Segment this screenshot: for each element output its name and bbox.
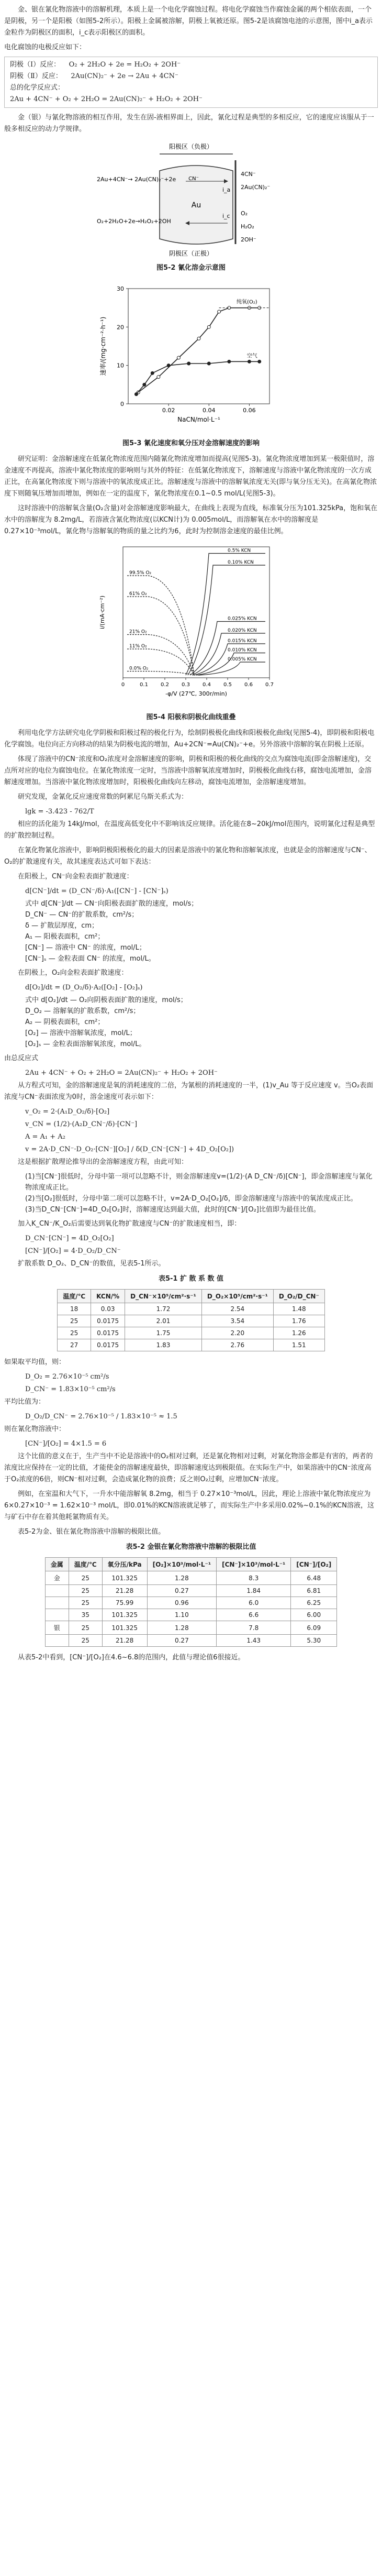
chart53-ylabel: 速率/(mg·cm⁻²·h⁻¹): [99, 316, 107, 376]
fig52-reaction-1: 2Au+4CN⁻→ 2Au(CN)₂⁻+2e: [97, 176, 176, 183]
chart54-xtick-label: 0.5: [223, 682, 232, 688]
chart54-anode-label-6: 0.005% KCN: [228, 657, 257, 662]
chart54-cathode-label-0: 99.5% O₂: [129, 570, 152, 576]
table-5-2-cell: 6.25: [291, 1597, 337, 1609]
eq1-explanations: [4, 898, 378, 964]
table-5-2-cell: 21.28: [102, 1585, 147, 1597]
chart54-cathode-label-4: 0.0% O₂: [129, 666, 149, 671]
table-5-1-cell: 1.75: [125, 1327, 202, 1339]
intro-paragraph-1: 金、银在氰化物溶液中的溶解机理，本质上是一个电化学腐蚀过程。将电化学腐蚀当作腐蚀金属的两个相依表面，一个是阴极，另一个是阳极（如图5-2所示）。阳极上金属被溶解，阴极上氧被还原。图5-2是该腐蚀电池的示意图，图中i_a表示金粒作为阴极区的面积，i_c表示阳极区的面积。: [4, 6, 373, 37]
table-5-2-cell: 1.28: [147, 1621, 216, 1635]
eq2-explanations: [4, 995, 378, 1050]
body6-paragraph-6: 表5-2为金、银在氰化物溶液中溶解的极限比值。: [18, 1528, 165, 1536]
fig52-cn-label: CN⁻: [188, 176, 199, 182]
chart54-cathode-curve-1: [127, 597, 194, 675]
figure-5-3-caption: 图5-3 氰化速度和氧分压对金溶解速度的影响: [122, 439, 260, 447]
table-5-1-row: [58, 1303, 325, 1315]
figure-5-4-chart: [97, 542, 285, 709]
reaction-line-4: 2Au + 4CN⁻ + O₂ + 2H₂O = 2Au(CN)₂⁻ + H₂O₂ + 2OH⁻: [10, 95, 203, 103]
table-5-1-row: [58, 1315, 325, 1327]
table-5-2-cell: 0.96: [147, 1597, 216, 1609]
body5-title: 由总反应式: [4, 1054, 39, 1062]
chart53-point: [177, 356, 180, 359]
chart53-ytick-label: 10: [117, 362, 124, 369]
table-5-2-row: [45, 1597, 337, 1609]
table-5-2-cell: 75.99: [102, 1597, 147, 1609]
chart53-xtick-label: 0.06: [243, 407, 256, 414]
table-5-1-caption: 表5-1 扩 散 系 数 值: [158, 1275, 224, 1283]
chart54-anode-label-0: 0.5% KCN: [228, 548, 251, 554]
eq1-explain-2: δ — 扩散层厚度，cm；: [25, 922, 99, 930]
table-5-1-header: D_CN⁻×10⁵/cm²·s⁻¹: [125, 1290, 202, 1303]
body3-paragraph-1: 利用电化学方法研究电化学阴极和阳极过程的极化行为，绘制阴极极化曲线和阳极极化曲线(见图5-4)，即阴极和阳极电化学腐蚀。电位向正方向移动的结果为阴极电流的增加，Au+2CN⁻=Au(CN)₂⁻+e。另外溶液中溶解的氧在阴极上还原。: [4, 729, 375, 748]
arrhenius-equation: lgk = -3.423 - 762/T: [25, 808, 94, 816]
equation-cn-diffusion: d[CN⁻]/dt = (D_CN⁻/δ)·A₁([CN⁻] - [CN⁻]ₛ): [25, 887, 168, 895]
electrode-reactions-box: [4, 57, 378, 108]
chart53-point: [258, 360, 261, 363]
equation-d-ratio: D_O₂/D_CN⁻ = 2.76×10⁻⁵ / 1.83×10⁻⁵ ≈ 1.5: [25, 1413, 177, 1421]
fig52-right-label-4: 2OH⁻: [241, 236, 256, 243]
chart54-anode-label-4: 0.015% KCN: [228, 639, 257, 644]
body6-paragraph-4: 这个比值的意义在于，生产当中不论是溶液中的O₂相对过剩，还是氰化物相对过剩，对氰化物溶金都是有害的，两者的浓度比应保持在一定的比值，才能使金的溶解速度最快，即溶解速度达到极限值。在实际生产中，如果溶液中的CN⁻浓度高于O₂浓度的6倍，则CN⁻相对过剩，会造成氰化物的浪费；反之则O₂过剩，应增加CN⁻浓度。: [4, 1452, 373, 1483]
chart53-point: [187, 362, 190, 365]
reaction-line-1: 阴极（Ⅰ）反应： O₂ + 2H₂O + 2e = H₂O₂ + 2OH⁻: [10, 61, 181, 69]
reaction-line-2: 阴极（Ⅱ）反应： 2Au(CN)₂⁻ + 2e → 2Au + 4CN⁻: [10, 72, 178, 80]
table-5-1-cell: 2.20: [201, 1327, 273, 1339]
chart53-series-label-1: 空气: [246, 353, 257, 359]
eq1-explain-1: D_CN⁻ — CN⁻的扩散系数，cm²/s；: [25, 911, 139, 919]
fig52-right-label-0: 4CN⁻: [241, 171, 256, 178]
table-5-2-cell: 银: [45, 1621, 69, 1635]
table-5-1-cell: 1.83: [125, 1339, 202, 1351]
table-5-1-cell: 1.72: [125, 1303, 202, 1315]
chart54-xtick-label: 0.4: [203, 682, 211, 688]
table-5-2-header: [O₂]×10³/mol·L⁻¹: [147, 1558, 216, 1571]
table-5-2-cell: [45, 1597, 69, 1609]
eq1-explain-0: 式中 d[CN⁻]/dt — CN⁻向阳极表面扩散的速度，mol/s；: [25, 900, 198, 908]
table-5-1-header: D_O₂/D_CN⁻: [273, 1290, 324, 1303]
equation-ratio: [CN⁻]/[O₂] = 4·D_O₂/D_CN⁻: [25, 1247, 121, 1255]
chart54-cathode-label-1: 61% O₂: [129, 591, 147, 597]
body4-paragraph-3: 在阴极上，O₂向金粒表面扩散速度：: [18, 969, 128, 977]
table-5-1-cell: 2.76: [201, 1339, 273, 1351]
eq2-explain-3: [O₂] — 溶液中溶解氧浓度，mol/L；: [25, 1029, 137, 1037]
table-5-2-cell: 35: [69, 1609, 102, 1621]
body5-paragraph-2: 这是根据扩散理论推导出的金溶解速度方程，由此可知：: [18, 1158, 188, 1166]
table-5-1-cell: 1.51: [273, 1339, 324, 1351]
total-reaction: 2Au + 4CN⁻ + O₂ + 2H₂O = 2Au(CN)₂⁻ + H₂O₂ + 2OH⁻: [25, 1069, 218, 1077]
chart53-xtick-label: 0.02: [162, 407, 175, 414]
chart53-series-line-0: [138, 308, 259, 392]
chart53-ytick-label: 20: [117, 324, 124, 331]
table-5-2-cell: 6.09: [291, 1621, 337, 1635]
eq2-explain-1: D_O₂ — 溶解氧的扩散系数，cm²/s；: [25, 1007, 140, 1015]
intro-paragraph-3: 金（银）与氰化物溶液的相互作用，发生在固-液相界面上，因此，氰化过程是典型的多相反应，它的速度应该服从于一般多相反应的动力学规律。: [4, 114, 374, 133]
table-5-2-header: 氧分压/kPa: [102, 1558, 147, 1571]
table-5-2-row: [45, 1609, 337, 1621]
table-5-1-cell: 27: [58, 1339, 91, 1351]
table-5-2-header: [CN⁻]/[O₂]: [291, 1558, 337, 1571]
reaction-line-3: 总的化学反应式：: [10, 84, 65, 92]
fig52-right-label-2: O₂: [241, 210, 248, 217]
table-5-1-header-row: [58, 1290, 325, 1303]
figure-5-2-schematic: [81, 139, 301, 260]
fig52-reaction-2: O₂+2H₂O+2e→H₂O₂+2OH: [97, 218, 171, 225]
chart53-ytick-label: 30: [117, 285, 124, 292]
table-5-2-cell: 6.81: [291, 1585, 337, 1597]
body4-paragraph-2: 在阳极上，CN⁻向金粒表面扩散速度：: [18, 873, 133, 880]
table-5-2-cell: [45, 1585, 69, 1597]
body7-paragraph-1: 从表5-2中看到，[CN⁻]/[O₂]在4.6~6.8的范围内，此值与理论值6很接近。: [18, 1654, 245, 1661]
equation-rate: v = 2A·D_CN⁻·D_O₂·[CN⁻][O₂] / δ(D_CN⁻[CN⁻] + 4D_O₂[O₂]): [25, 1146, 234, 1153]
chart53-point: [134, 393, 138, 396]
table-5-2-header: 金属: [45, 1558, 69, 1571]
table-5-1-row: [58, 1339, 325, 1351]
table-5-1-row: [58, 1327, 325, 1339]
chart53-point: [143, 383, 146, 386]
equation-balance: D_CN⁻[CN⁻] = 4D_O₂[O₂]: [25, 1235, 114, 1242]
table-5-2-cell: 25: [69, 1597, 102, 1609]
chart54-xtick-label: 0.3: [182, 682, 190, 688]
table-5-1-cell: 1.48: [273, 1303, 324, 1315]
eq1-explain-5: [CN⁻]ₛ — 金粒表面 CN⁻ 的浓度，mol/L。: [25, 955, 155, 963]
body2-paragraph-1: 研究证明：金溶解速度在低氰化物浓度范围内随氰化物浓度增加而提高(见图5-3)。氰化物浓度增加到某一极限值时，溶金速度不再提高，溶液中氰化物浓度的影响则与其外的特征：在低氰化物浓度下，溶解速度与溶液中氰化物浓度的一次方成正比，在高氰化物浓度下则与溶液中的氧浓度成正比。溶解速度与溶液中的溶解氧浓度无关(即与氧分压无关)。在高氰化物浓度下则随氧压增加而增加，例如在一定的温度下，氰化物浓度在0.1~0.5 mol/L(见图5-3)。: [4, 455, 377, 498]
fig52-au-label: Au: [191, 201, 201, 210]
equation-o2-diffusion: d[O₂]/dt = (D_O₂/δ)·A₂([O₂] - [O₂]ₛ): [25, 984, 143, 992]
table-5-2-cell: 1.10: [147, 1609, 216, 1621]
fig52-ia-label: i_a: [222, 186, 231, 193]
chart53-series-line-1: [136, 361, 259, 394]
chart54-anode-label-2: 0.025% KCN: [228, 616, 257, 622]
table-5-2-cell: 6.48: [291, 1571, 337, 1585]
body5-list-item-1: (2)当[O₂]很低时，分母中第二项可以忽略不计，v=2A·D_O₂[O₂]/δ，即金溶解速度与溶液中的氧浓度成正比。: [25, 1195, 357, 1203]
body3-paragraph-3: 研究发现，金氰化反应速度常数的阿累尼乌斯关系式为：: [18, 793, 188, 801]
figure-5-2-caption: 图5-2 氰化溶金示意图: [156, 264, 226, 272]
body5-list-item-0: (1)当[CN⁻]很低时，分母中第一项可以忽略不计，则金溶解速度v=(1/2)·(A D_CN⁻/δ)[CN⁻]，即金溶解速度与氰化物浓度成正比。: [25, 1173, 373, 1192]
table-5-2-cell: 1.84: [217, 1585, 291, 1597]
equation-d-cn: D_CN⁻ = 1.83×10⁻⁵ cm²/s: [25, 1385, 116, 1393]
table-5-2: [45, 1557, 338, 1647]
body5-paragraph-3: 加入K_CN⁻/K_O₂后需要达到氧化物扩散速度与CN⁻的扩散速度相当，即：: [18, 1220, 241, 1228]
table-5-2-cell: 21.28: [102, 1635, 147, 1647]
table-5-2-row: [45, 1571, 337, 1585]
chart53-point: [248, 360, 251, 363]
table-5-2-cell: 8.3: [217, 1571, 291, 1585]
table-5-2-cell: 1.43: [217, 1635, 291, 1647]
table-5-1-cell: 18: [58, 1303, 91, 1315]
body5-paragraph-4: 扩散系数 D_O₂、D_CN⁻的数值，见表5-1所示。: [18, 1260, 165, 1268]
fig52-right-label-1: 2Au(CN)₂⁻: [241, 184, 271, 191]
chart54-anode-label-3: 0.020% KCN: [228, 628, 257, 633]
table-5-2-cell: 25: [69, 1585, 102, 1597]
chart53-point: [157, 376, 160, 379]
chart53-series-label-0: 纯氧(O₂): [237, 299, 257, 305]
table-5-2-cell: 1.28: [147, 1571, 216, 1585]
figure-5-4-caption: 图5-4 阳极和阴极化曲线重叠: [146, 713, 236, 721]
chart53-frame: [128, 289, 269, 404]
body6-paragraph-3: 则在氰化物溶液中：: [4, 1425, 66, 1433]
intro-paragraph-2: 电化腐蚀的电极反应如下：: [4, 43, 86, 51]
chart54-xtick-label: 0.6: [244, 682, 253, 688]
body4-paragraph-1: 在氰化物氰化溶液中，影响阴极阳极极化的最大的因素是溶液中的氰化物和溶解氧浓度，也就是金的溶解速度与CN⁻、O₂的扩散速度有关，故其速度表达式可如下表达：: [4, 846, 372, 866]
chart54-ylabel: i/(mA·cm⁻²): [99, 595, 106, 630]
table-5-1-cell: 0.03: [91, 1303, 125, 1315]
chart54-xtick-label: 0.1: [140, 682, 148, 688]
arrhenius-note: 相应的活化能为 14kJ/mol，在温度高低变化中不影响该反应规律。活化能在8~20kJ/mol范围内，说明氰化过程是典型的扩散控制过程。: [4, 820, 375, 840]
table-5-1-header: KCN/%: [91, 1290, 125, 1303]
chart54-anode-label-1: 0.10% KCN: [228, 560, 254, 565]
chart53-point: [207, 325, 210, 328]
chart54-cathode-label-3: 11% O₂: [129, 644, 147, 649]
chart53-point: [218, 310, 221, 313]
eq2-explain-4: [O₂]ₛ — 金粒表面溶解氧浓度，mol/L。: [25, 1040, 146, 1048]
table-5-2-cell: 101.325: [102, 1571, 147, 1585]
eq1-explain-4: [CN⁻] — 溶液中 CN⁻ 的浓度，mol/L；: [25, 944, 146, 952]
document-page: [4, 4, 378, 1667]
figure-5-3-chart: [97, 278, 285, 435]
eq1-explain-3: A₁ — 阳极表面积，cm²；: [25, 933, 105, 941]
eq2-explain-0: 式中 d[O₂]/dt — O₂向阴极表面扩散的速度，mol/s；: [25, 996, 187, 1004]
chart54-xtick-label: 0.2: [161, 682, 169, 688]
table-5-2-cell: 6.0: [217, 1597, 291, 1609]
chart53-xtick-label: 0.04: [203, 407, 216, 414]
body5-paragraph-1: 从方程式可知，金的溶解速度是氧的消耗速度的二倍，为氰根的消耗速度的一半，(1)v_Au 等于反应速度 v。当O₂表面浓度与CN⁻表面浓度为0时，溶金速度可表示如下：: [4, 1082, 374, 1101]
table-5-1-cell: 1.76: [273, 1315, 324, 1327]
fig52-ic-label: i_c: [222, 213, 230, 219]
chart54-cathode-curve-3: [127, 649, 194, 675]
table-5-2-cell: 25: [69, 1571, 102, 1585]
equation-d-o2: D_O₂ = 2.76×10⁻⁵ cm²/s: [25, 1373, 109, 1381]
table-5-2-cell: 0.27: [147, 1635, 216, 1647]
table-5-1: [57, 1289, 325, 1351]
body6-paragraph-5: 例如，在室温和大气下，一升水中能溶解氧 8.2mg，相当于 0.27×10⁻³mol/L，因此，理论上溶液中氰化物浓度应为 6×0.27×10⁻³ = 1.62×10⁻³ mol/L，即0.01%的KCN溶液就足够了，而实际生产中多采用0.02%~0.1%的KCN溶液，这与矿石中存在着其他耗氰物质有关。: [4, 1490, 374, 1521]
table-5-2-cell: 6.00: [291, 1609, 337, 1621]
chart54-xlabel: -φ/V (27℃, 300r/min): [165, 690, 227, 697]
table-5-2-row: [45, 1585, 337, 1597]
table-5-2-header: [CN⁻]×10³/mol·L⁻¹: [217, 1558, 291, 1571]
table-5-1-cell: 0.0175: [91, 1315, 125, 1327]
chart53-point: [228, 360, 231, 363]
table-5-2-header-row: [45, 1558, 337, 1571]
table-5-1-cell: 2.54: [201, 1303, 273, 1315]
fig52-cathode-label: 阴极区（正极）: [168, 250, 214, 257]
equation-cn-o2-ratio: [CN⁻]/[O₂] = 4×1.5 = 6: [25, 1440, 107, 1448]
body6-paragraph-1: 如果取平均值，则：: [4, 1358, 66, 1366]
table-5-1-cell: 1.26: [273, 1327, 324, 1339]
equation-v-o2: v_O₂ = 2·(A₁D_O₂/δ)·[O₂]: [25, 1108, 110, 1116]
table-5-2-header: 温度/℃: [69, 1558, 102, 1571]
table-5-2-cell: 6.6: [217, 1609, 291, 1621]
table-5-2-cell: 25: [69, 1621, 102, 1635]
chart54-cathode-curve-4: [127, 671, 194, 676]
table-5-2-cell: [45, 1609, 69, 1621]
body6-paragraph-2: 平均比值为：: [4, 1398, 46, 1406]
chart53-point: [207, 362, 210, 365]
table-5-2-cell: 0.27: [147, 1585, 216, 1597]
table-5-1-header: D_O₂×10⁵/cm²·s⁻¹: [201, 1290, 273, 1303]
table-5-1-header: 温度/℃: [58, 1290, 91, 1303]
table-5-2-cell: [45, 1635, 69, 1647]
table-5-2-row: [45, 1635, 337, 1647]
table-5-1-cell: 3.54: [201, 1315, 273, 1327]
table-5-2-cell: 101.325: [102, 1621, 147, 1635]
table-5-2-cell: 7.8: [217, 1621, 291, 1635]
table-5-2-cell: 101.325: [102, 1609, 147, 1621]
chart54-cathode-curve-0: [127, 576, 194, 675]
table-5-1-cell: 25: [58, 1327, 91, 1339]
chart53-ytick-label: 0: [120, 401, 124, 408]
fig52-right-label-3: H₂O₂: [241, 223, 254, 230]
table-5-1-cell: 25: [58, 1315, 91, 1327]
equation-area-sum: A = A₁ + A₂: [25, 1133, 65, 1141]
body5-list: [4, 1171, 378, 1215]
fig52-anode-label: 阳极区（负极）: [168, 143, 214, 150]
table-5-1-cell: 0.0175: [91, 1327, 125, 1339]
body5-list-item-2: (3)当D_CN⁻[CN⁻]=4D_O₂[O₂]时，溶解速度达到最大值，此时的[CN⁻]/[O₂]比值即为最佳比值。: [25, 1206, 320, 1214]
chart53-point: [151, 371, 154, 375]
body2-paragraph-2: 这时溶液中的溶解氧含量(O₂含量)对金溶解速度影响最大，在曲线上表现为直线，标准氧分压为101.325kPa，饱和氧在水中的溶解度为 8.2mg/L，若溶液含氰化物浓度(以KCN计)为 0.005mol/L，而溶解氧在水中的溶解度是 0.27×10⁻³mol/L，氰化物与溶解氧的物质的量之比约为6，此时为控制溶金速度的最佳比例。: [4, 504, 378, 535]
table-5-2-cell: 5.30: [291, 1635, 337, 1647]
eq2-explain-2: A₂ — 阴极表面积，cm²；: [25, 1018, 105, 1026]
table-5-1-cell: 0.0175: [91, 1339, 125, 1351]
table-5-2-caption: 表5-2 金银在氰化物溶液中溶解的极限比值: [126, 1543, 256, 1551]
chart53-xlabel: NaCN/mol·L⁻¹: [177, 416, 220, 423]
body3-paragraph-2: 体现了溶液中的CN⁻浓度和O₂浓度对金溶解速度的影响，阴极和阳极的极化曲线的交点为腐蚀电流(即金溶解速度)，交点所对应的电位为腐蚀电位。在氰化物浓度一定时，当溶液中溶解氧浓度增加时，阴极极化曲线右移，腐蚀电流增加，金溶解速度增加。当溶液中氰化物浓度增加时，阳极极化曲线向左移动，腐蚀电流增加，金溶解速度增加。: [4, 755, 372, 786]
chart54-anode-curve-6: [198, 662, 265, 675]
table-5-2-cell: 金: [45, 1571, 69, 1585]
chart54-anode-label-5: 0.010% KCN: [228, 647, 257, 653]
chart54-xtick-label: 0: [121, 682, 125, 688]
chart54-xtick-label: 0.7: [265, 682, 274, 688]
table-5-2-row: [45, 1621, 337, 1635]
chart53-point: [167, 364, 170, 367]
equation-v-cn: v_CN = (1/2)·(A₂D_CN⁻/δ)·[CN⁻]: [25, 1120, 138, 1128]
table-5-1-cell: 2.01: [125, 1315, 202, 1327]
chart54-cathode-label-2: 21% O₂: [129, 629, 147, 635]
table-5-2-cell: 25: [69, 1635, 102, 1647]
chart53-point: [197, 337, 200, 340]
